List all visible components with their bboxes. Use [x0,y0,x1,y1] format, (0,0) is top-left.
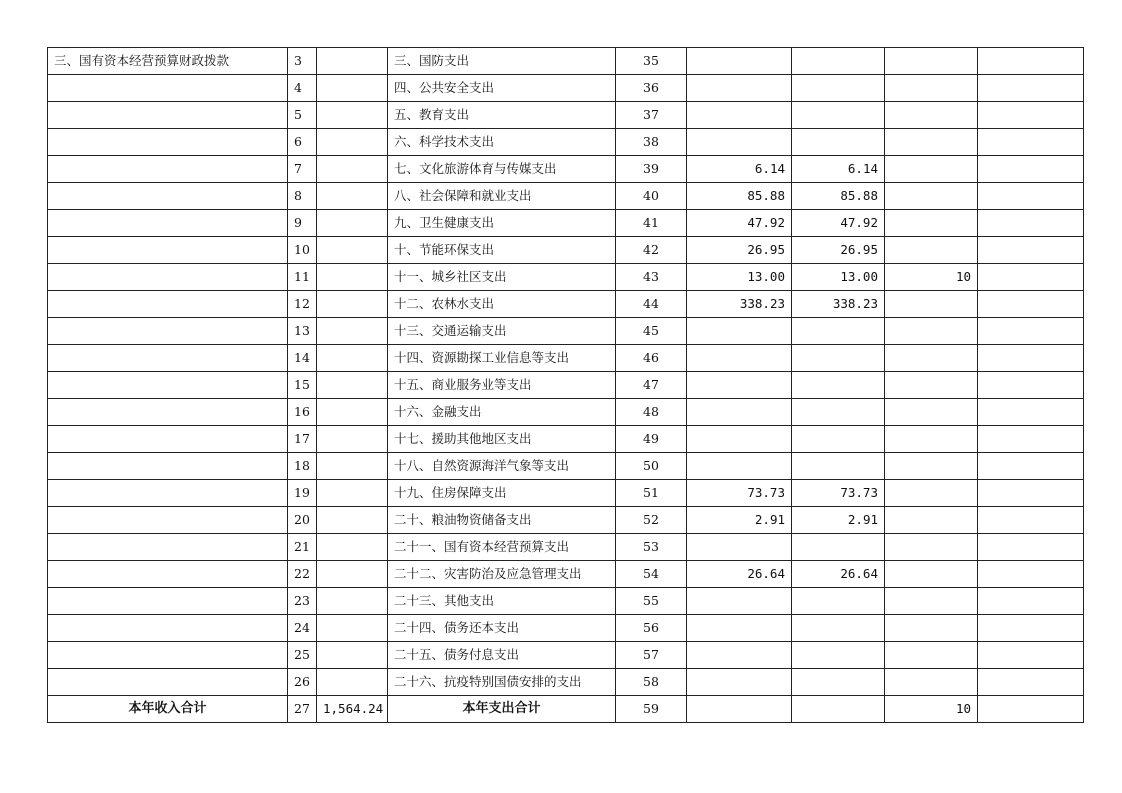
value-1: 85.88 [687,183,792,210]
value-3 [885,507,978,534]
value-1: 13.00 [687,264,792,291]
income-item [48,264,288,291]
value-4 [978,318,1084,345]
expense-line: 40 [616,183,687,210]
value-2: 73.73 [792,480,885,507]
income-line: 12 [288,291,317,318]
income-item [48,75,288,102]
income-amount [317,318,388,345]
income-line: 18 [288,453,317,480]
value-2 [792,75,885,102]
expense-total-label: 本年支出合计 [388,696,616,723]
income-item [48,210,288,237]
value-3 [885,372,978,399]
value-1: 6.14 [687,156,792,183]
value-4 [978,264,1084,291]
expense-line: 37 [616,102,687,129]
income-total-line: 27 [288,696,317,723]
table-row [48,102,1084,129]
expense-item: 五、教育支出 [388,102,616,129]
expense-item: 十、节能环保支出 [388,237,616,264]
value-4 [978,399,1084,426]
income-line: 17 [288,426,317,453]
expense-item: 六、科学技术支出 [388,129,616,156]
income-line: 10 [288,237,317,264]
expense-line: 39 [616,156,687,183]
expense-line: 55 [616,588,687,615]
table-row [48,588,1084,615]
expense-item: 十四、资源勘探工业信息等支出 [388,345,616,372]
value-4 [978,156,1084,183]
expense-item: 十一、城乡社区支出 [388,264,616,291]
value-1 [687,399,792,426]
income-line: 13 [288,318,317,345]
value-3 [885,291,978,318]
value-4 [978,426,1084,453]
value-1 [687,318,792,345]
value-2 [792,48,885,75]
income-item [48,156,288,183]
table-row [48,237,1084,264]
expense-line: 35 [616,48,687,75]
income-item [48,453,288,480]
income-line: 9 [288,210,317,237]
value-1: 26.64 [687,561,792,588]
value-2: 47.92 [792,210,885,237]
expense-item: 二十、粮油物资储备支出 [388,507,616,534]
expense-item: 十二、农林水支出 [388,291,616,318]
value-2 [792,588,885,615]
table-row [48,426,1084,453]
value-1: 47.92 [687,210,792,237]
income-item [48,237,288,264]
table-row [48,264,1084,291]
income-line: 24 [288,615,317,642]
value-3 [885,453,978,480]
income-line: 14 [288,345,317,372]
value-4 [978,129,1084,156]
income-amount [317,453,388,480]
expense-item: 十八、自然资源海洋气象等支出 [388,453,616,480]
income-line: 20 [288,507,317,534]
expense-item: 二十五、债务付息支出 [388,642,616,669]
table-row [48,48,1084,75]
income-item [48,480,288,507]
table-row [48,534,1084,561]
value-3 [885,102,978,129]
expense-line: 57 [616,642,687,669]
value-1 [687,588,792,615]
total-value-3: 10 [885,696,978,723]
income-line: 5 [288,102,317,129]
value-3 [885,426,978,453]
income-line: 3 [288,48,317,75]
value-4 [978,210,1084,237]
income-item [48,102,288,129]
value-1 [687,534,792,561]
table-row [48,480,1084,507]
income-item [48,345,288,372]
income-amount [317,102,388,129]
value-3 [885,237,978,264]
income-item [48,399,288,426]
income-amount [317,291,388,318]
value-3 [885,534,978,561]
value-2 [792,345,885,372]
value-2: 2.91 [792,507,885,534]
value-1 [687,453,792,480]
value-2: 26.95 [792,237,885,264]
value-4 [978,102,1084,129]
expense-item: 七、文化旅游体育与传媒支出 [388,156,616,183]
value-2 [792,453,885,480]
value-1 [687,669,792,696]
value-1 [687,642,792,669]
value-4 [978,291,1084,318]
table-row [48,399,1084,426]
value-1 [687,345,792,372]
income-line: 19 [288,480,317,507]
income-amount [317,588,388,615]
value-3 [885,183,978,210]
expense-line: 58 [616,669,687,696]
expense-item: 十三、交通运输支出 [388,318,616,345]
value-2: 13.00 [792,264,885,291]
value-3 [885,210,978,237]
expense-line: 41 [616,210,687,237]
income-line: 23 [288,588,317,615]
income-amount [317,399,388,426]
income-amount [317,561,388,588]
value-2 [792,669,885,696]
value-2: 338.23 [792,291,885,318]
value-2 [792,372,885,399]
income-amount [317,426,388,453]
table-row [48,507,1084,534]
income-amount [317,237,388,264]
income-item [48,129,288,156]
value-3 [885,642,978,669]
income-item [48,183,288,210]
expense-line: 36 [616,75,687,102]
value-1 [687,102,792,129]
income-item [48,507,288,534]
expense-item: 三、国防支出 [388,48,616,75]
income-item [48,588,288,615]
expense-line: 53 [616,534,687,561]
expense-item: 十六、金融支出 [388,399,616,426]
expense-line: 51 [616,480,687,507]
income-line: 4 [288,75,317,102]
income-amount [317,642,388,669]
income-amount [317,345,388,372]
income-line: 21 [288,534,317,561]
expense-item: 八、社会保障和就业支出 [388,183,616,210]
total-value-4 [978,696,1084,723]
table-row [48,642,1084,669]
expense-item: 四、公共安全支出 [388,75,616,102]
income-amount [317,480,388,507]
value-1 [687,75,792,102]
value-1 [687,48,792,75]
income-item [48,426,288,453]
value-3 [885,480,978,507]
table-row [48,372,1084,399]
value-2 [792,615,885,642]
budget-table [47,47,1084,723]
value-2 [792,129,885,156]
value-4 [978,588,1084,615]
income-item [48,291,288,318]
value-3 [885,561,978,588]
table-row [48,561,1084,588]
value-3 [885,48,978,75]
value-2 [792,426,885,453]
value-3 [885,156,978,183]
income-amount [317,156,388,183]
value-1 [687,426,792,453]
table-row [48,210,1084,237]
table-row [48,183,1084,210]
value-4 [978,534,1084,561]
value-4 [978,237,1084,264]
value-3 [885,75,978,102]
income-line: 11 [288,264,317,291]
expense-line: 44 [616,291,687,318]
value-1: 2.91 [687,507,792,534]
value-4 [978,345,1084,372]
expense-item: 二十四、债务还本支出 [388,615,616,642]
value-4 [978,480,1084,507]
income-item [48,561,288,588]
expense-line: 45 [616,318,687,345]
value-2 [792,102,885,129]
income-amount [317,507,388,534]
income-line: 25 [288,642,317,669]
income-amount [317,615,388,642]
value-4 [978,48,1084,75]
total-value-2 [792,696,885,723]
value-3 [885,318,978,345]
value-3 [885,345,978,372]
value-2 [792,399,885,426]
income-line: 15 [288,372,317,399]
income-amount [317,534,388,561]
income-item: 三、国有资本经营预算财政拨款 [48,48,288,75]
income-amount [317,264,388,291]
income-line: 16 [288,399,317,426]
value-1 [687,129,792,156]
value-4 [978,75,1084,102]
income-total-amount: 1,564.24 [317,696,388,723]
expense-line: 38 [616,129,687,156]
table-row [48,291,1084,318]
expense-item: 二十六、抗疫特别国债安排的支出 [388,669,616,696]
expense-line: 42 [616,237,687,264]
value-1: 73.73 [687,480,792,507]
income-item [48,615,288,642]
value-4 [978,507,1084,534]
value-4 [978,615,1084,642]
value-2: 85.88 [792,183,885,210]
income-line: 26 [288,669,317,696]
table-row [48,669,1084,696]
expense-item: 十七、援助其他地区支出 [388,426,616,453]
value-1 [687,372,792,399]
value-1 [687,615,792,642]
table-row [48,318,1084,345]
value-2 [792,534,885,561]
value-3: 10 [885,264,978,291]
income-amount [317,48,388,75]
value-2: 26.64 [792,561,885,588]
expense-item: 二十一、国有资本经营预算支出 [388,534,616,561]
income-line: 22 [288,561,317,588]
income-amount [317,372,388,399]
income-amount [317,129,388,156]
value-4 [978,561,1084,588]
income-item [48,372,288,399]
expense-line: 47 [616,372,687,399]
value-1: 338.23 [687,291,792,318]
income-item [48,642,288,669]
table-row [48,75,1084,102]
value-4 [978,642,1084,669]
value-3 [885,129,978,156]
value-2 [792,642,885,669]
value-1: 26.95 [687,237,792,264]
income-line: 6 [288,129,317,156]
income-line: 8 [288,183,317,210]
expense-line: 56 [616,615,687,642]
income-amount [317,210,388,237]
expense-line: 48 [616,399,687,426]
income-amount [317,183,388,210]
table-row [48,129,1084,156]
expense-line: 46 [616,345,687,372]
value-3 [885,588,978,615]
income-total-label: 本年收入合计 [48,696,288,723]
expense-line: 52 [616,507,687,534]
expense-item: 九、卫生健康支出 [388,210,616,237]
expense-item: 十九、住房保障支出 [388,480,616,507]
income-amount [317,669,388,696]
value-3 [885,399,978,426]
value-4 [978,372,1084,399]
income-item [48,318,288,345]
value-3 [885,669,978,696]
income-line: 7 [288,156,317,183]
table-row [48,156,1084,183]
income-amount [317,75,388,102]
expense-line: 49 [616,426,687,453]
value-2 [792,318,885,345]
expense-line: 50 [616,453,687,480]
expense-item: 十五、商业服务业等支出 [388,372,616,399]
value-4 [978,669,1084,696]
table-body [48,48,1084,696]
expense-line: 43 [616,264,687,291]
value-3 [885,615,978,642]
table-row [48,345,1084,372]
value-4 [978,183,1084,210]
value-2: 6.14 [792,156,885,183]
expense-item: 二十三、其他支出 [388,588,616,615]
income-item [48,534,288,561]
expense-item: 二十二、灾害防治及应急管理支出 [388,561,616,588]
total-row [48,696,1084,723]
expense-total-line: 59 [616,696,687,723]
expense-line: 54 [616,561,687,588]
table-row [48,453,1084,480]
table-row [48,615,1084,642]
total-value-1 [687,696,792,723]
value-4 [978,453,1084,480]
income-item [48,669,288,696]
